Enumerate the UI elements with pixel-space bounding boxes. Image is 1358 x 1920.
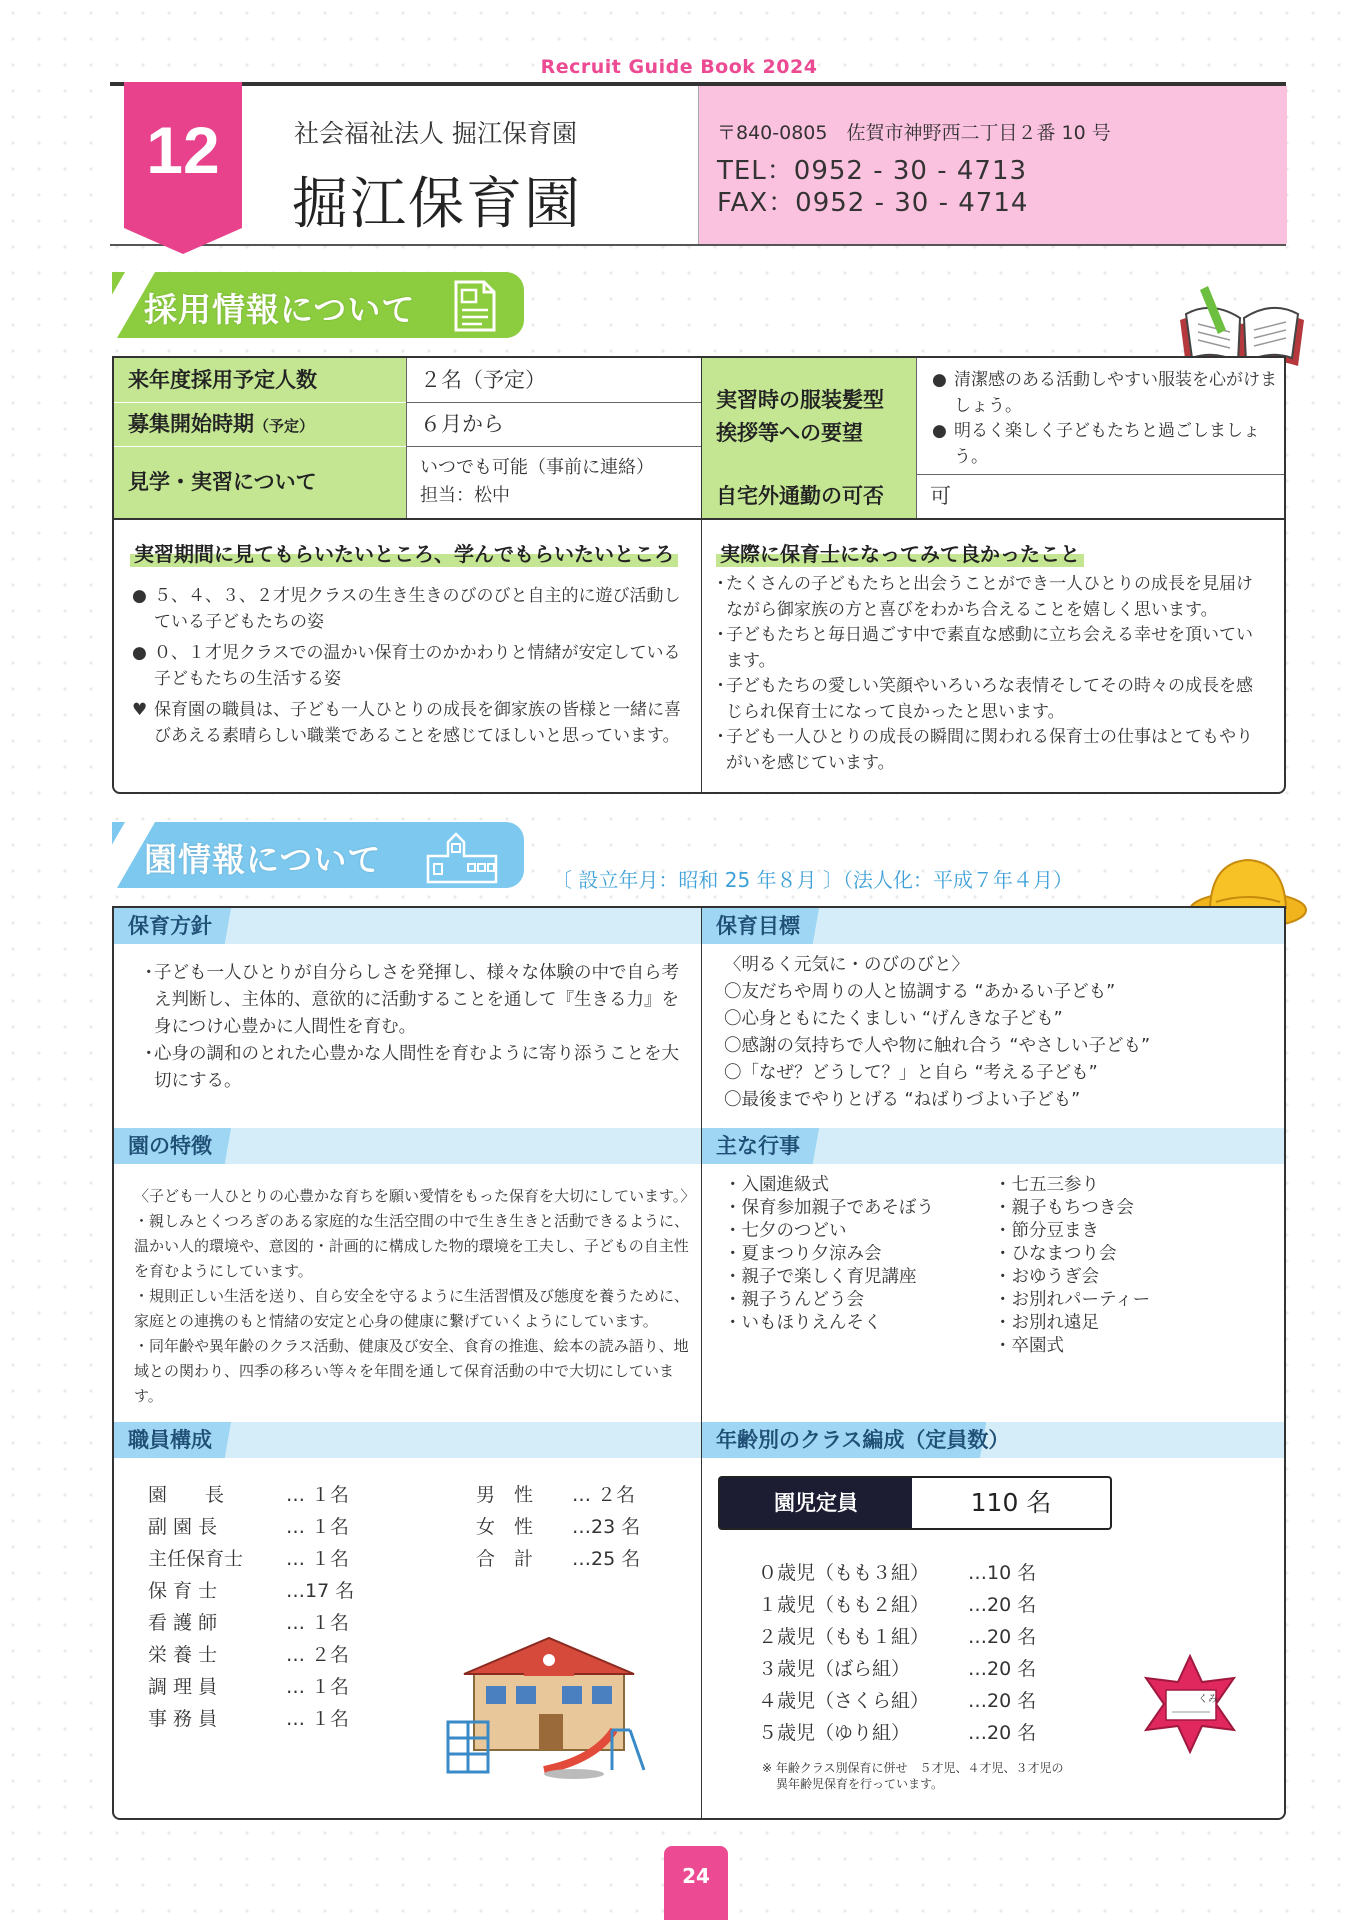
dot-icon: ・ xyxy=(712,574,729,594)
capacity-box xyxy=(718,1476,1112,1530)
event-item: ・親子もちつき会 xyxy=(994,1198,1134,1218)
staff-role: 主任保育士 xyxy=(148,1548,244,1570)
goal-item: 〇友だちや周りの人と協調する “あかるい子ども” xyxy=(724,982,1116,1002)
good-text: たくさんの子どもたちと出会うことができ一人ひとりの成長を見届けながら御家族の方と喜びをわかち合えることを嬉しく思います。 xyxy=(726,574,1253,620)
events-label: 主な行事 xyxy=(702,1128,842,1164)
gender-count: … ２名 xyxy=(572,1484,636,1506)
dress-value-text: 明るく楽しく子どもたちと過ごしましょう。 xyxy=(954,421,1260,467)
class-name: ５歳児（ゆり組） xyxy=(758,1722,911,1744)
recruit-table xyxy=(112,356,1286,794)
dress-label-2: 挨拶等への要望 xyxy=(716,421,863,445)
header-left xyxy=(110,86,698,244)
gender-role: 男 性 xyxy=(476,1484,534,1506)
event-text: お別れパーティー xyxy=(1011,1290,1151,1310)
class-row xyxy=(758,1718,1036,1745)
address: 〒840-0805 佐賀市神野西二丁目２番 10 号 xyxy=(717,122,1111,144)
staff-count: …17 名 xyxy=(286,1580,355,1602)
facility-number: 12 xyxy=(146,113,220,187)
event-text: 七五三参り xyxy=(1011,1175,1099,1195)
visit-value-1: いつでも可能（事前に連絡） xyxy=(420,457,654,478)
goals-band xyxy=(702,908,1284,944)
staff-role: 副 園 長 xyxy=(148,1516,218,1538)
event-text: 節分豆まき xyxy=(1011,1221,1099,1241)
event-text: 卒園式 xyxy=(1011,1336,1064,1356)
good-item xyxy=(712,725,1268,776)
gender-row xyxy=(476,1480,635,1507)
bullet-icon: ● xyxy=(132,643,147,663)
features-label: 園の特徴 xyxy=(114,1128,254,1164)
staff-role: 調 理 員 xyxy=(148,1676,218,1698)
event-item: ・入園進級式 xyxy=(724,1175,829,1195)
start-value: ６月から xyxy=(420,412,504,436)
policy-text: 心身の調和のとれた心豊かな人間性を育むように寄り添うことを大切にする。 xyxy=(154,1044,679,1091)
goals-list xyxy=(724,952,1276,1114)
good-list xyxy=(712,572,1268,776)
dress-value-text: 清潔感のある活動しやすい服装を心がけましょう。 xyxy=(954,370,1277,416)
event-item: ・七夕のつどい xyxy=(724,1221,847,1241)
kindergarten-building-icon xyxy=(444,1630,664,1780)
dress-value-item xyxy=(932,368,1282,419)
goals-label: 保育目標 xyxy=(702,908,842,944)
event-item: ・親子で楽しく育児講座 xyxy=(724,1267,917,1287)
staff-row xyxy=(148,1544,349,1571)
policy-label: 保育方針 xyxy=(114,908,254,944)
good-text: 子どもたちと毎日過ごす中で素直な感動に立ち会える幸せを頂いています。 xyxy=(726,625,1253,671)
class-row xyxy=(758,1686,1036,1713)
gender-role: 合 計 xyxy=(476,1548,534,1570)
gender-row xyxy=(476,1544,640,1571)
info-section-title: 園情報について xyxy=(144,840,382,879)
policy-text: 子ども一人ひとりが自分らしさを発揮し、様々な体験の中で自ら考え判断し、主体的、意欲的に活動することを通して『生きる力』を身につけ心豊かに人間性を育む。 xyxy=(154,963,679,1037)
event-item: ・七五三参り xyxy=(994,1175,1099,1195)
classes-band xyxy=(702,1422,1284,1458)
event-item: ・親子うんどう会 xyxy=(724,1290,864,1310)
start-label-main: 募集開始時期 xyxy=(128,412,254,436)
event-item: ・お別れ遠足 xyxy=(994,1313,1099,1333)
dot-icon: ・ xyxy=(134,1337,150,1355)
bullet-icon: ● xyxy=(132,586,147,606)
event-text: いもほりえんそく xyxy=(741,1313,882,1333)
class-count: …20 名 xyxy=(968,1658,1037,1680)
staff-band xyxy=(114,1422,701,1458)
page-number: 24 xyxy=(664,1846,728,1920)
grid-line xyxy=(701,908,702,1818)
grid-line xyxy=(114,402,406,403)
dot-icon: ・ xyxy=(712,727,729,747)
document-icon xyxy=(452,280,498,332)
grid-line xyxy=(406,446,702,447)
staff-count: … １名 xyxy=(286,1612,350,1634)
header-contact xyxy=(698,86,1287,244)
policy-item xyxy=(140,1041,680,1095)
classes-note-1: ※ 年齢クラス別保育に併せ ５才児、４才児、３才児の xyxy=(762,1761,1064,1775)
feature-text: 親しみとくつろぎのある家庭的な生活空間の中で生き生きと活動できるように、温かい人的環境や、意図的・計画的に構成した物的環境を工夫し、子どもの自主性を育むようにしています。 xyxy=(134,1212,690,1280)
dot-icon: ・ xyxy=(134,1212,150,1230)
feature-text: 同年齢や異年齢のクラス活動、健康及び安全、食育の推進、絵本の読み語り、地域との関わり、四季の移ろい等々を年間を通して保育活動の中で大切にしています。 xyxy=(134,1337,689,1405)
event-text: 夏まつり夕涼み会 xyxy=(741,1244,882,1264)
event-text: 親子もちつき会 xyxy=(1011,1198,1134,1218)
event-text: おゆうぎ会 xyxy=(1011,1267,1099,1287)
staff-row xyxy=(148,1640,349,1667)
staff-row xyxy=(148,1576,354,1603)
dress-label-1: 実習時の服装髪型 xyxy=(716,388,884,412)
goal-item: 〇最後までやりとげる “ねばりづよい子ども” xyxy=(724,1090,1081,1110)
grid-line xyxy=(114,518,1284,520)
facility-name: 掘江保育園 xyxy=(292,172,582,237)
grid-line xyxy=(701,358,702,792)
event-text: ひなまつり会 xyxy=(1011,1244,1117,1264)
goal-item: 〈明るく元気に・のびのびと〉 xyxy=(724,955,969,975)
guide-title: Recruit Guide Book 2024 xyxy=(540,56,818,78)
dress-value-item xyxy=(932,419,1282,470)
event-text: 親子うんどう会 xyxy=(741,1290,864,1310)
event-item: ・節分豆まき xyxy=(994,1221,1099,1241)
staff-count: … １名 xyxy=(286,1676,350,1698)
class-name: ２歳児（もも１組） xyxy=(758,1626,930,1648)
staff-count: … ２名 xyxy=(286,1644,350,1666)
name-tag-text: くみ xyxy=(1198,1694,1218,1705)
policy-item xyxy=(140,960,680,1041)
event-text: 七夕のつどい xyxy=(741,1221,847,1241)
heart-icon: ♥ xyxy=(132,700,148,720)
features-intro: 〈子ども一人ひとりの心豊かな育ちを願い愛情をもった保育を大切にしています。〉 xyxy=(134,1187,696,1205)
staff-role: 保 育 士 xyxy=(148,1580,218,1602)
feature-item xyxy=(134,1284,690,1334)
grid-line xyxy=(406,402,702,403)
good-item xyxy=(712,674,1268,725)
class-count: …20 名 xyxy=(968,1626,1037,1648)
staff-role: 園 長 xyxy=(148,1484,225,1506)
dot-icon: ・ xyxy=(134,1287,150,1305)
dress-label xyxy=(702,358,916,474)
event-item: ・おゆうぎ会 xyxy=(994,1267,1099,1287)
event-item: ・夏まつり夕涼み会 xyxy=(724,1244,882,1264)
practice-list xyxy=(132,584,684,749)
events-left-list xyxy=(724,1174,994,1335)
features-list xyxy=(134,1184,696,1409)
class-name: １歳児（もも２組） xyxy=(758,1594,930,1616)
class-count: …10 名 xyxy=(968,1562,1037,1584)
number-badge-tip xyxy=(124,228,242,254)
policy-list xyxy=(140,960,680,1095)
grid-line xyxy=(916,358,917,518)
event-item: ・お別れパーティー xyxy=(994,1290,1151,1310)
class-count: …20 名 xyxy=(968,1722,1037,1744)
gender-role: 女 性 xyxy=(476,1516,534,1538)
staff-label: 職員構成 xyxy=(114,1422,254,1458)
goal-item: 〇心身ともにたくましい “げんきな子ども” xyxy=(724,1009,1063,1029)
commute-label: 自宅外通勤の可否 xyxy=(702,474,916,518)
staff-row xyxy=(148,1480,349,1507)
name-tag-icon xyxy=(1138,1652,1242,1756)
staff-role: 事 務 員 xyxy=(148,1708,218,1730)
fax: FAX：0952 - 30 - 4714 xyxy=(717,188,1029,218)
dot-icon: ・ xyxy=(712,676,729,696)
practice-item xyxy=(132,641,684,692)
staff-row xyxy=(148,1512,349,1539)
feature-text: 規則正しい生活を送り、自ら安全を守るように生活習慣及び態度を養うために、家庭との連携のもと情緒の安定と心身の健康に繋げていくようにしています。 xyxy=(134,1287,690,1330)
class-row xyxy=(758,1654,1036,1681)
start-label xyxy=(114,402,406,446)
info-table xyxy=(112,906,1286,1820)
event-text: お別れ遠足 xyxy=(1011,1313,1099,1333)
feature-item xyxy=(134,1334,690,1409)
visit-value xyxy=(406,454,702,510)
class-name: ０歳児（もも３組） xyxy=(758,1562,930,1584)
practice-text: ５、４、３、２才児クラスの生き生きのびのびと自主的に遊び活動している子どもたちの姿 xyxy=(154,586,681,632)
gender-count: …25 名 xyxy=(572,1548,641,1570)
staff-count: … １名 xyxy=(286,1484,350,1506)
classes-label: 年齢別のクラス編成（定員数） xyxy=(702,1422,1051,1458)
visit-label: 見学・実習について xyxy=(114,446,406,518)
staff-count: … １名 xyxy=(286,1708,350,1730)
recruit-section-title: 採用情報について xyxy=(144,290,416,329)
start-label-note: （予定） xyxy=(254,417,315,435)
staff-row xyxy=(148,1608,349,1635)
good-item xyxy=(712,623,1268,674)
flower-tag-shape xyxy=(1138,1652,1242,1756)
dot-icon: ・ xyxy=(140,963,158,983)
event-text: 入園進級式 xyxy=(741,1175,829,1195)
good-text: 子どもたちの愛しい笑顔やいろいろな表情そしてその時々の成長を感じられ保育士になって良かったと思います。 xyxy=(726,676,1253,722)
good-heading: 実際に保育士になってみて良かったこと xyxy=(716,538,1084,567)
classes-note-2: 異年齢児保育を行っています。 xyxy=(776,1777,944,1791)
practice-item xyxy=(132,584,684,635)
recruit-section-header xyxy=(112,272,524,338)
class-row xyxy=(758,1558,1036,1585)
class-count: …20 名 xyxy=(968,1690,1037,1712)
planned-hires-value: ２名（予定） xyxy=(420,368,546,392)
staff-count: … １名 xyxy=(286,1516,350,1538)
tel: TEL：0952 - 30 - 4713 xyxy=(717,156,1028,186)
gender-row xyxy=(476,1512,640,1539)
class-count: …20 名 xyxy=(968,1594,1037,1616)
good-text: 子ども一人ひとりの成長の瞬間に関われる保育士の仕事はとてもやりがいを感じています。 xyxy=(726,727,1253,773)
staff-role: 看 護 師 xyxy=(148,1612,218,1634)
info-section-header xyxy=(112,822,524,888)
events-band xyxy=(702,1128,1284,1164)
events-right-list xyxy=(994,1174,1274,1358)
event-item: ・ひなまつり会 xyxy=(994,1244,1117,1264)
grid-line xyxy=(406,358,407,518)
goal-item: 〇「なぜ？どうして？」と自ら “考える子ども” xyxy=(724,1063,1098,1083)
practice-text: 保育園の職員は、子ども一人ひとりの成長を御家族の皆様と一緒に喜びあえる素晴らしい職業であることを感じてほしいと思っています。 xyxy=(154,700,681,746)
staff-count: … １名 xyxy=(286,1548,350,1570)
event-item: ・保育参加親子であそぼう xyxy=(724,1198,934,1218)
planned-hires-label: 来年度採用予定人数 xyxy=(114,358,406,402)
event-text: 保育参加親子であそぼう xyxy=(741,1198,934,1218)
goal-item: 〇感謝の気持ちで人や物に触れ合う “やさしい子ども” xyxy=(724,1036,1151,1056)
staff-row xyxy=(148,1672,349,1699)
school-building-icon xyxy=(426,830,498,884)
class-name: ４歳児（さくら組） xyxy=(758,1690,930,1712)
bullet-icon: ● xyxy=(932,370,947,390)
practice-item xyxy=(132,698,684,749)
features-band xyxy=(114,1128,701,1164)
dress-values xyxy=(932,368,1282,470)
dot-icon: ・ xyxy=(140,1044,158,1064)
commute-value: 可 xyxy=(930,484,951,508)
facility-header xyxy=(110,82,1286,246)
practice-text: ０、１才児クラスでの温かい保育士のかかわりと情緒が安定している子どもたちの生活する姿 xyxy=(154,643,681,689)
classes-note xyxy=(762,1760,1064,1792)
event-text: 親子で楽しく育児講座 xyxy=(741,1267,917,1287)
gender-count: …23 名 xyxy=(572,1516,641,1538)
visit-value-2: 担当：松中 xyxy=(420,485,510,506)
founded-date: 〔 設立年月：昭和 25 年８月 〕（法人化：平成７年４月） xyxy=(552,868,1073,892)
policy-band xyxy=(114,908,701,944)
corporation-name: 社会福祉法人 掘江保育園 xyxy=(294,119,577,148)
event-item: ・いもほりえんそく xyxy=(724,1313,882,1333)
capacity-label: 園児定員 xyxy=(720,1478,912,1528)
event-item: ・卒園式 xyxy=(994,1336,1064,1356)
staff-role: 栄 養 士 xyxy=(148,1644,218,1666)
staff-row xyxy=(148,1704,349,1731)
feature-item xyxy=(134,1209,690,1284)
class-name: ３歳児（ばら組） xyxy=(758,1658,911,1680)
capacity-value: 110 名 xyxy=(970,1488,1052,1517)
dot-icon: ・ xyxy=(712,625,729,645)
practice-heading: 実習期間に見てもらいたいところ、学んでもらいたいところ xyxy=(130,538,678,567)
bullet-icon: ● xyxy=(932,421,947,441)
grid-line xyxy=(916,474,1284,475)
class-row xyxy=(758,1590,1036,1617)
good-item xyxy=(712,572,1268,623)
grid-line xyxy=(114,446,406,447)
class-row xyxy=(758,1622,1036,1649)
